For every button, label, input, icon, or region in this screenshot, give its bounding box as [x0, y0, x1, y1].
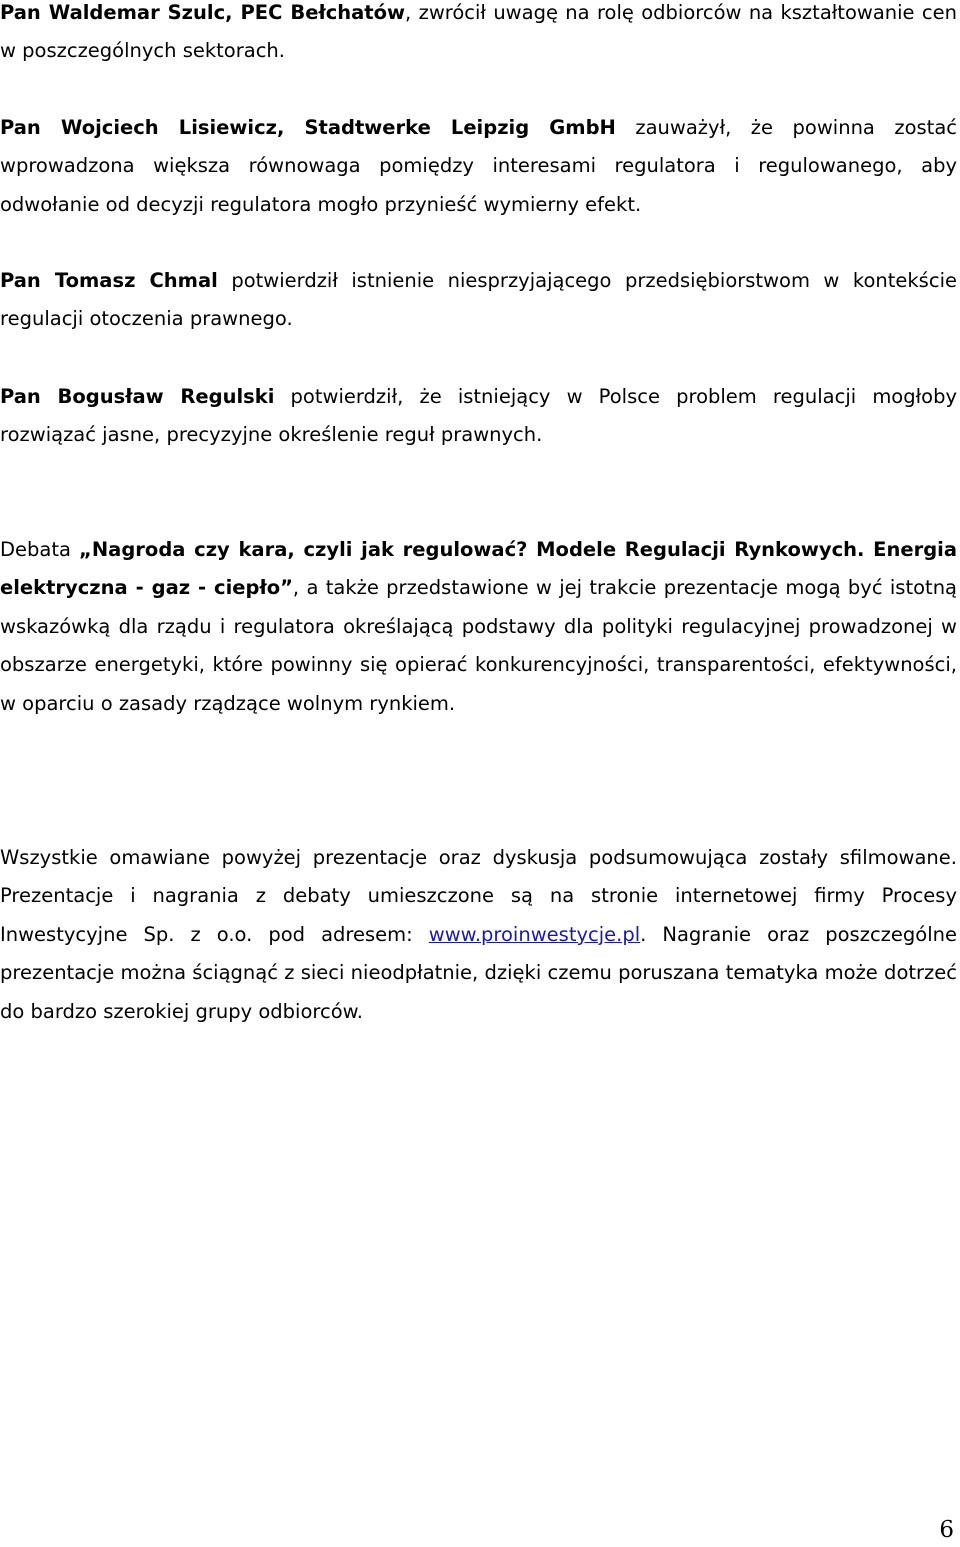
speaker-name: Pan Bogusław Regulski	[0, 385, 275, 408]
paragraph-regulski	[0, 378, 957, 455]
speaker-name: Pan Tomasz Chmal	[0, 269, 218, 292]
paragraph-text: , a także przedstawione w jej trakcie prezentacje mogą być istotną wskazówką dla rządu i regulatora określającą podstawy dla polityki regulacyjnej prowadzonej w obszarze energetyki, które powinny się opierać konkurencyjności, transparentości, efektywności, w oparciu o zasady rządzące wolnym rynkiem.	[0, 576, 958, 715]
paragraph-text: potwierdził istnienie niesprzyjającego przedsiębiorstwom w kontekście regulacji otoczenia prawnego.	[0, 269, 957, 331]
speaker-name: Pan Waldemar Szulc, PEC Bełchatów	[0, 1, 406, 24]
website-link[interactable]: www.proinwestycje.pl	[428, 922, 641, 946]
paragraph-text: potwierdził, że istniejący w Polsce problem regulacji mogłoby rozwiązać jasne, precyzyjne określenie reguł prawnych.	[0, 385, 958, 447]
paragraph-chmal	[0, 262, 957, 339]
paragraph-text: . Nagranie oraz poszczególne prezentacje można ściągnąć z sieci nieodpłatnie, dzięki czemu poruszana tematyka może dotrzeć do bardzo szerokiej grupy odbiorców.	[0, 922, 957, 1023]
paragraph-text: , zwrócił uwagę na rolę odbiorców na kształtowanie cen w poszczególnych sektorach.	[0, 1, 957, 63]
paragraph-debate	[0, 531, 957, 723]
paragraph-recordings	[0, 839, 957, 1031]
paragraph-text: Wszystkie omawiane powyżej prezentacje oraz dyskusja podsumowująca zostały sfilmowane. Prezentacje i nagrania z debaty umieszczone są na stronie internetowej firmy Procesy Inwestycyjne Sp. z o.o. pod adresem:	[0, 846, 957, 946]
paragraph-lisiewicz	[0, 109, 957, 224]
speaker-name: Pan Wojciech Lisiewicz, Stadtwerke Leipzig GmbH	[0, 116, 616, 139]
debate-title: „Nagroda czy kara, czyli jak regulować? Modele Regulacji Rynkowych. Energia elektryczna - gaz - ciepło”	[0, 538, 957, 600]
paragraph-text: zauważył, że powinna zostać wprowadzona większa równowaga pomiędzy interesami regulatora i regulowanego, aby odwołanie od decyzji regulatora mogło przynieść wymierny efekt.	[0, 116, 958, 216]
paragraph-szulc	[0, 0, 957, 71]
page-number: 6	[939, 1517, 954, 1543]
paragraph-prefix: Debata	[0, 538, 80, 561]
